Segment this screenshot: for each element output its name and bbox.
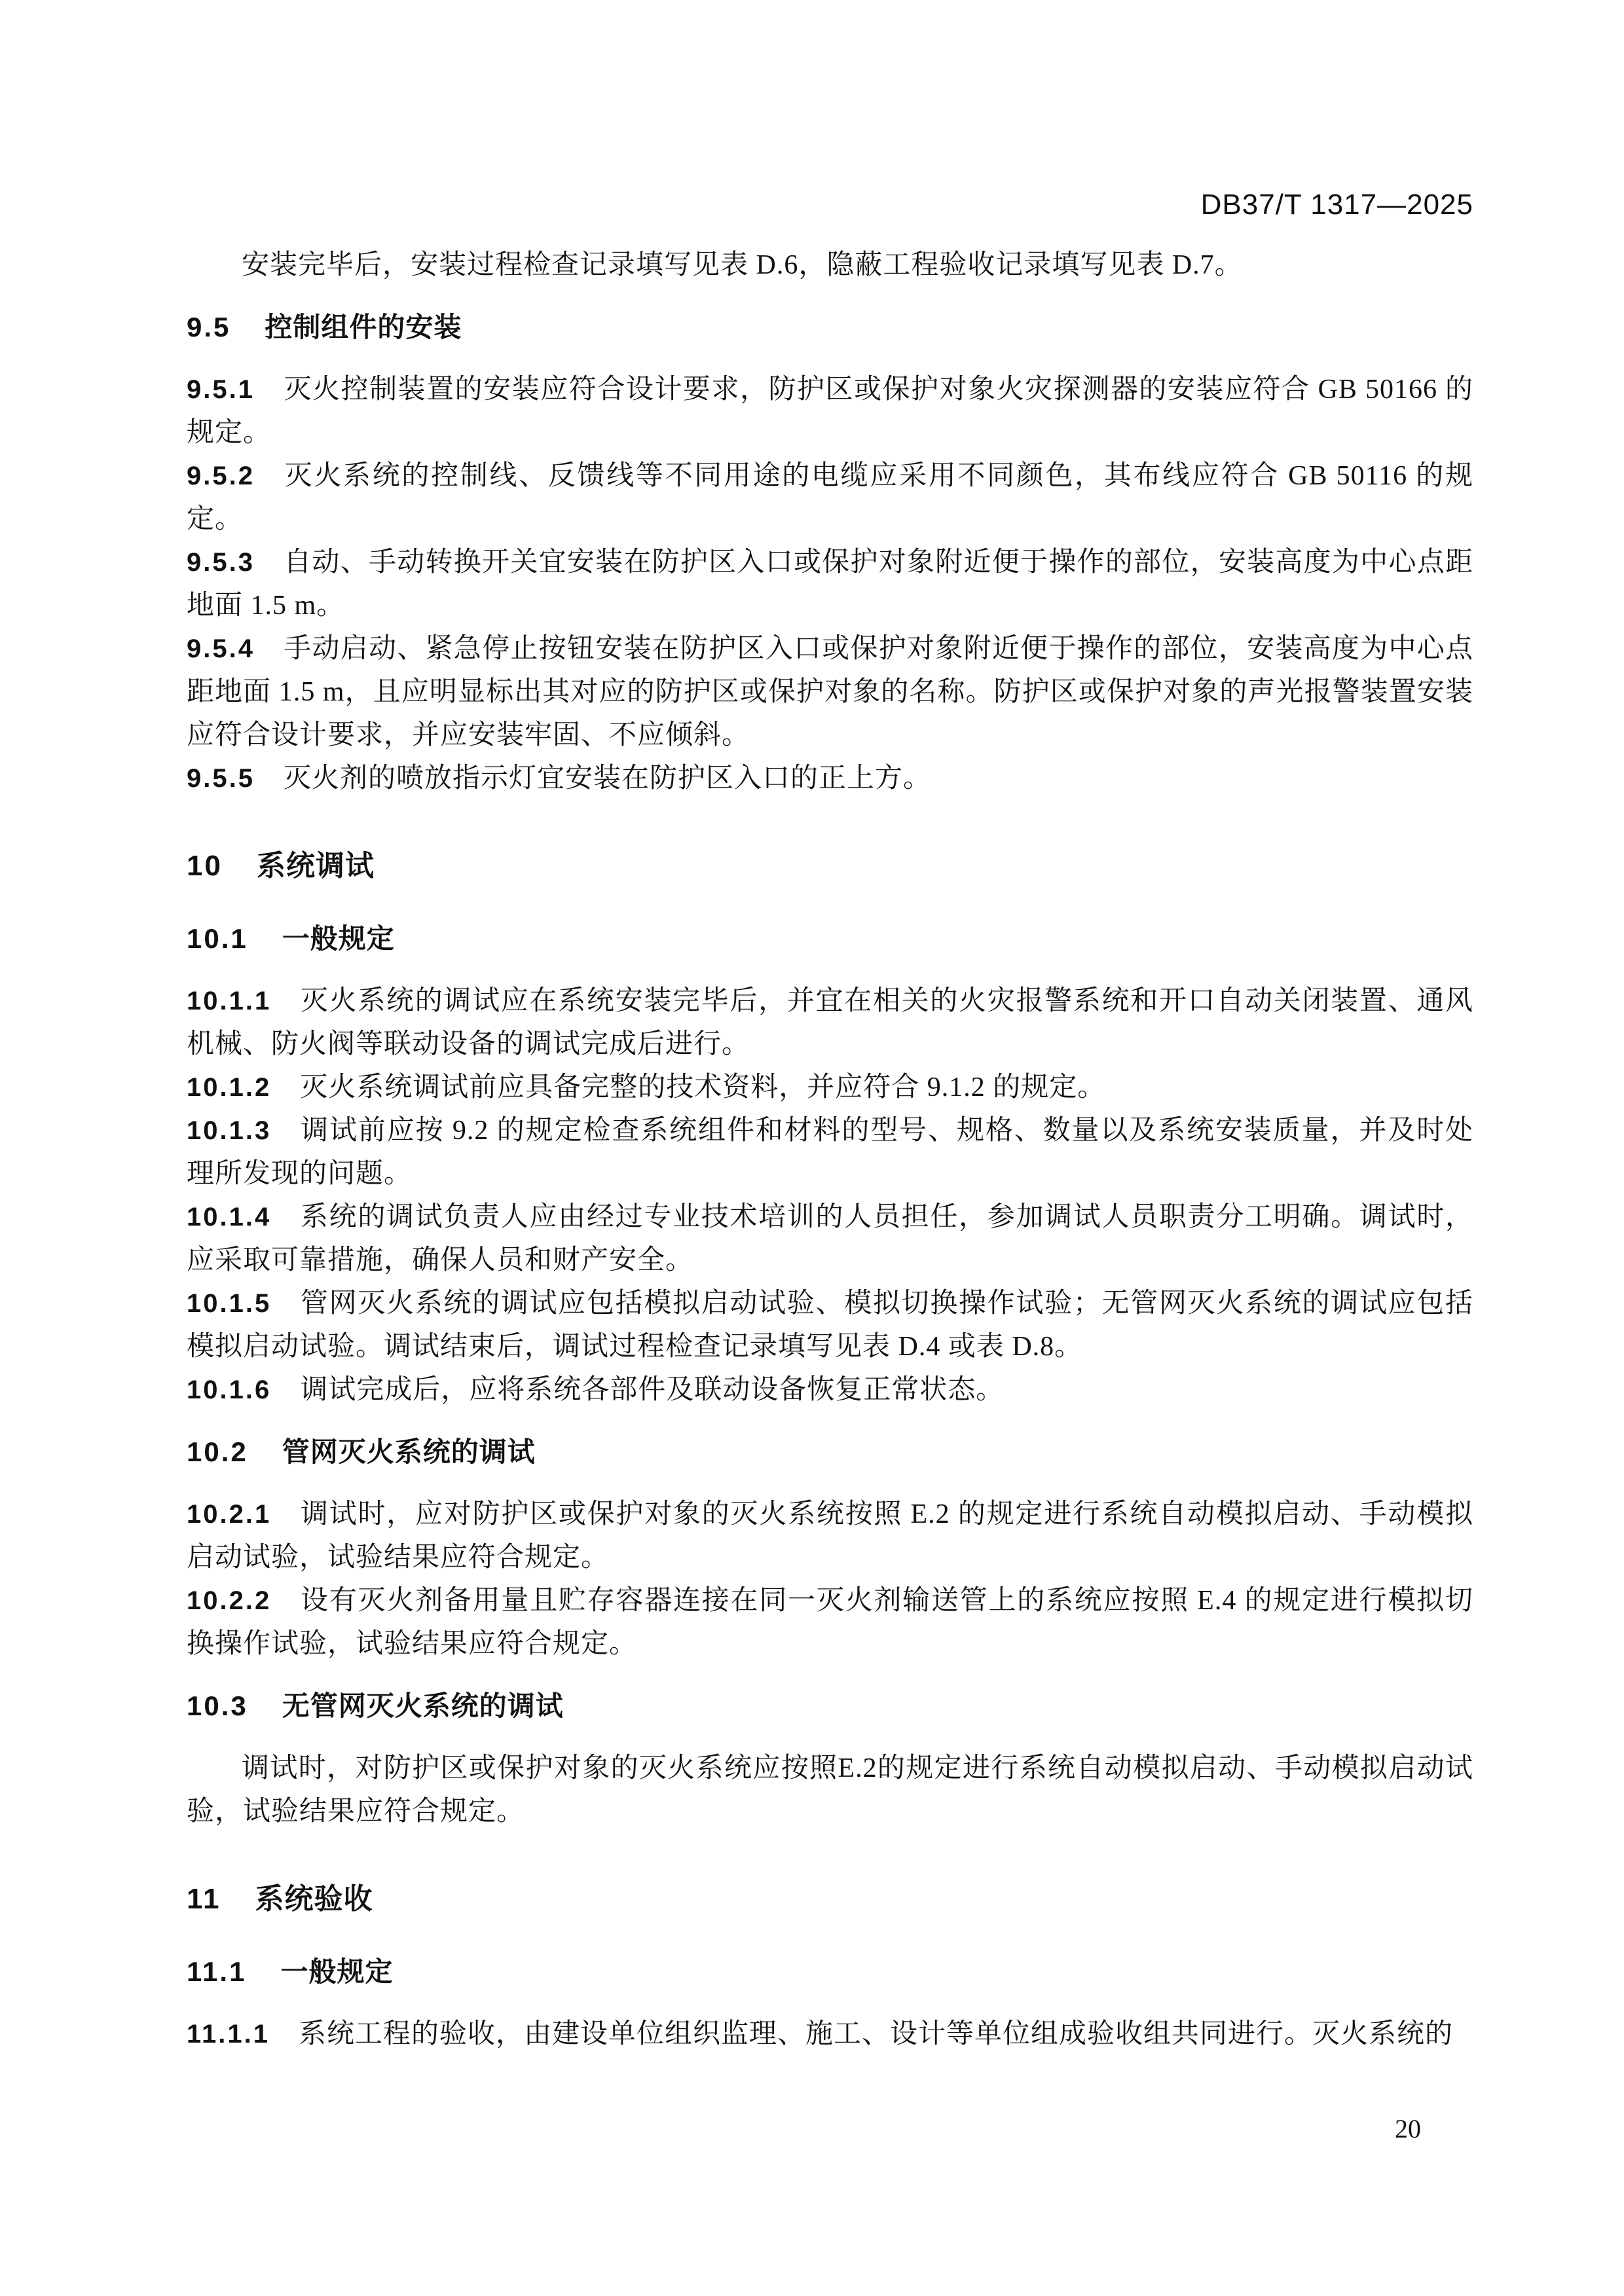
body-paragraph: 安装完毕后，安装过程检查记录填写见表 D.6，隐蔽工程验收记录填写见表 D.7。	[242, 250, 1243, 280]
clause-text: 手动启动、紧急停止按钮安装在防护区入口或保护对象附近便于操作的部位，安装高度为中心点距地面 1.5 m，且应明显标出其对应的防护区或保护对象的名称。防护区或保护对象的声光报警装置安装应符合设计要求，并应安装牢固、不应倾斜。	[187, 634, 1473, 750]
section-number: 10.3	[187, 1690, 248, 1721]
clause-paragraph	[187, 1368, 1473, 1412]
section-heading	[187, 1952, 1473, 1992]
section-number: 10.1	[187, 923, 248, 954]
clause-number: 10.1.5	[187, 1289, 272, 1318]
section-number: 9.5	[187, 312, 231, 342]
body-paragraph: 调试时，对防护区或保护对象的灭火系统应按照E.2的规定进行系统自动模拟启动、手动模拟启动试验，试验结果应符合规定。	[187, 1753, 1473, 1827]
clause-paragraph	[187, 1493, 1473, 1579]
text-column	[187, 190, 1473, 2056]
clause-text: 灭火剂的喷放指示灯宜安装在防护区入口的正上方。	[283, 763, 931, 793]
chapter-heading	[187, 846, 1473, 886]
clause-number: 10.2.2	[187, 1586, 272, 1615]
clause-text: 灭火系统的调试应在系统安装完毕后，并宜在相关的火灾报警系统和开口自动关闭装置、通风机械、防火阀等联动设备的调试完成后进行。	[187, 986, 1473, 1059]
clause-number: 10.1.1	[187, 987, 272, 1015]
clause-text: 灭火系统的控制线、反馈线等不同用途的电缆应采用不同颜色，其布线应符合 GB 50116 的规定。	[187, 461, 1473, 534]
clause-text: 自动、手动转换开关宜安装在防护区入口或保护对象附近便于操作的部位，安装高度为中心点距地面 1.5 m。	[187, 547, 1473, 621]
chapter-number: 11	[187, 1883, 221, 1915]
section-number: 10.2	[187, 1436, 248, 1467]
clause-text: 管网灭火系统的调试应包括模拟启动试验、模拟切换操作试验；无管网灭火系统的调试应包括模拟启动试验。调试结束后，调试过程检查记录填写见表 D.4 或表 D.8。	[187, 1288, 1473, 1362]
clause-paragraph	[187, 1109, 1473, 1195]
clause-text: 调试时，应对防护区或保护对象的灭火系统按照 E.2 的规定进行系统自动模拟启动、手动模拟启动试验，试验结果应符合规定。	[187, 1499, 1473, 1573]
clause-number: 9.5.4	[187, 634, 255, 663]
section-title: 管网灭火系统的调试	[282, 1436, 536, 1467]
section-heading	[187, 1686, 1473, 1726]
clause-paragraph	[187, 368, 1473, 454]
section-heading	[187, 919, 1473, 958]
clause-paragraph	[187, 2013, 1473, 2056]
clause-text: 设有灭火剂备用量且贮存容器连接在同一灭火剂输送管上的系统应按照 E.4 的规定进行模拟切换操作试验，试验结果应符合规定。	[187, 1586, 1473, 1659]
clause-paragraph	[187, 454, 1473, 541]
clause-paragraph	[187, 757, 1473, 800]
section-heading	[187, 308, 1473, 347]
chapter-title: 系统调试	[256, 850, 375, 882]
section-title: 控制组件的安装	[265, 312, 462, 342]
section-heading	[187, 1432, 1473, 1472]
section-number: 11.1	[187, 1956, 247, 1987]
clause-paragraph	[187, 1066, 1473, 1109]
clause-number: 10.2.1	[187, 1500, 272, 1529]
clause-number: 10.1.2	[187, 1073, 272, 1102]
page-number: 20	[1395, 2114, 1421, 2143]
clause-paragraph	[187, 1579, 1473, 1666]
section-title: 一般规定	[280, 1956, 394, 1987]
clause-text: 系统的调试负责人应由经过专业技术培训的人员担任，参加调试人员职责分工明确。调试时，应采取可靠措施，确保人员和财产安全。	[187, 1202, 1473, 1275]
clause-paragraph	[187, 1282, 1473, 1368]
clause-number: 9.5.1	[187, 375, 255, 404]
doc-code: DB37/T 1317—2025	[1200, 189, 1473, 221]
chapter-number: 10	[187, 850, 223, 882]
clause-text: 调试完成后，应将系统各部件及联动设备恢复正常状态。	[300, 1375, 1005, 1405]
section-title: 无管网灭火系统的调试	[282, 1690, 564, 1721]
clause-number: 9.5.2	[187, 462, 255, 490]
clause-text: 系统工程的验收，由建设单位组织监理、施工、设计等单位组成验收组共同进行。灭火系统的	[299, 2019, 1454, 2049]
clause-paragraph	[187, 979, 1473, 1066]
clause-number: 10.1.4	[187, 1203, 272, 1231]
chapter-title: 系统验收	[255, 1883, 373, 1915]
section-title: 一般规定	[282, 923, 395, 954]
clause-number: 10.1.6	[187, 1376, 272, 1404]
clause-paragraph	[187, 541, 1473, 627]
clause-text: 灭火系统调试前应具备完整的技术资料，并应符合 9.1.2 的规定。	[300, 1072, 1106, 1102]
clause-number: 11.1.1	[187, 2020, 270, 2049]
clause-number: 10.1.3	[187, 1116, 272, 1145]
clause-paragraph	[187, 1195, 1473, 1282]
clause-number: 9.5.5	[187, 764, 255, 793]
chapter-heading	[187, 1879, 1473, 1920]
clause-paragraph	[187, 627, 1473, 757]
clause-number: 9.5.3	[187, 548, 255, 577]
clause-text: 灭火控制装置的安装应符合设计要求，防护区或保护对象火灾探测器的安装应符合 GB 50166 的规定。	[187, 374, 1473, 448]
clause-text: 调试前应按 9.2 的规定检查系统组件和材料的型号、规格、数量以及系统安装质量，并及时处理所发现的问题。	[187, 1116, 1473, 1189]
